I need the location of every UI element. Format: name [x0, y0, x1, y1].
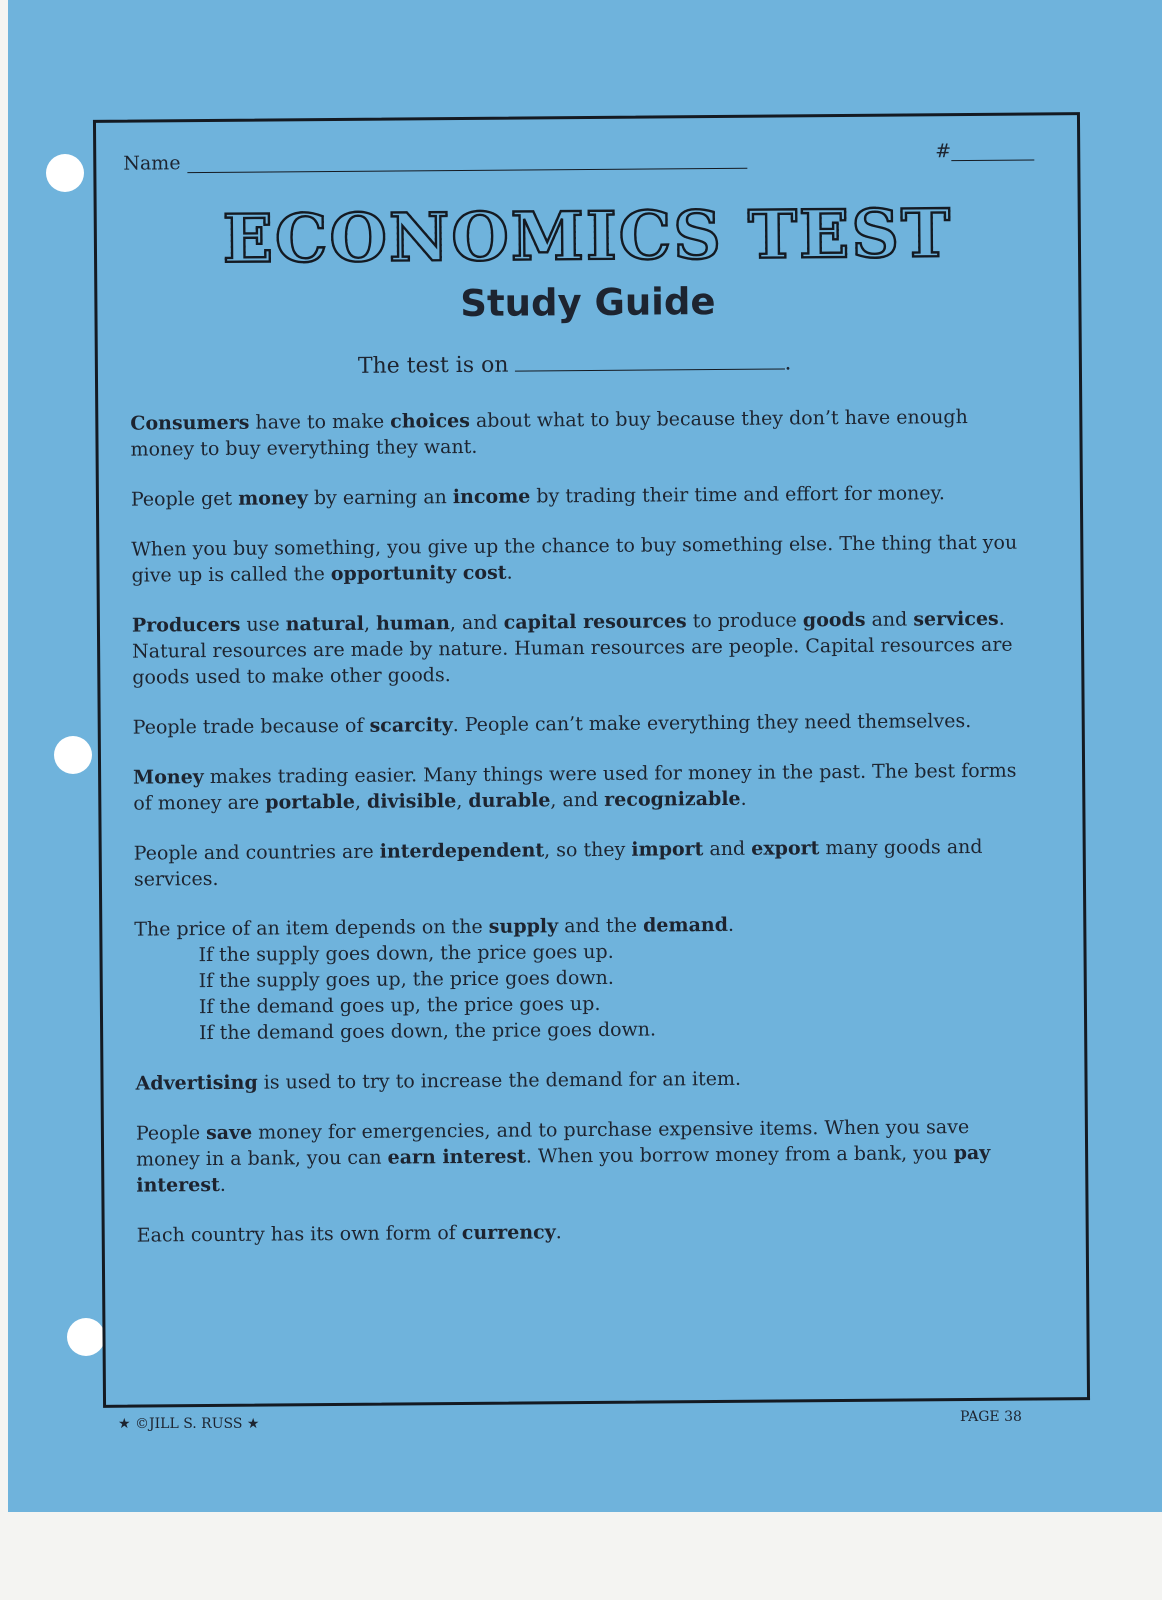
key-term: capital resources: [503, 610, 687, 634]
text-run: . People can’t make everything they need themselves.: [452, 710, 972, 737]
key-term: recognizable: [604, 787, 741, 811]
test-date-suffix: .: [784, 350, 792, 376]
rule-line: If the supply goes up, the price goes down.: [198, 966, 615, 993]
test-date-prefix: The test is on: [357, 352, 509, 379]
key-term: choices: [390, 409, 470, 433]
text-run: have to make: [249, 410, 391, 434]
paragraph: [136, 1114, 1037, 1199]
paragraph: [130, 404, 1030, 463]
key-term: demand: [642, 913, 729, 937]
text-run: makes trading easier. Many things were used for money in the past. The best forms of money are: [133, 759, 1017, 815]
key-term: durable: [468, 789, 551, 812]
number-label: #: [935, 140, 952, 163]
study-guide-body: [130, 404, 1037, 1273]
paragraph: [135, 1064, 1035, 1097]
text-run: by trading their time and effort for money.: [530, 482, 945, 508]
text-run: , and: [550, 788, 605, 812]
text-run: .: [506, 561, 513, 584]
page-subtitle: Study Guide: [460, 280, 716, 326]
key-term: opportunity cost: [330, 561, 507, 586]
paragraph: [134, 910, 1035, 1047]
text-run: People: [135, 1122, 207, 1145]
test-date-row: [358, 350, 792, 378]
punch-hole-top: [46, 154, 84, 192]
punch-hole-middle: [54, 736, 92, 774]
text-run: about what to buy because they don’t have enough money to buy everything they want.: [130, 406, 968, 461]
text-run: by earning an: [307, 486, 453, 510]
text-run: , and: [449, 611, 504, 635]
text-run: ,: [354, 790, 368, 813]
text-run: and: [865, 608, 914, 631]
key-term: divisible: [366, 790, 457, 813]
text-run: , so they: [544, 838, 632, 862]
text-run: People and countries are: [133, 840, 380, 865]
name-label: Name: [123, 152, 181, 175]
key-term: goods: [802, 608, 866, 632]
paragraph: [133, 708, 1033, 741]
test-date-blank[interactable]: [515, 368, 785, 371]
paragraph: [131, 480, 1031, 513]
text-run: and the: [558, 914, 644, 938]
key-term: pay interest: [136, 1141, 991, 1197]
paragraph: [132, 606, 1033, 691]
key-term: earn interest: [387, 1145, 526, 1169]
key-term: save: [205, 1121, 253, 1145]
key-term: Producers: [131, 613, 241, 637]
text-run: . Natural resources are made by nature. Human resources are people. Capital resources are goods used to make other goods.: [132, 607, 1013, 689]
text-run: People get: [130, 487, 239, 511]
text-run: many goods and services.: [133, 835, 983, 891]
text-run: to produce: [686, 609, 803, 633]
key-term: scarcity: [369, 714, 453, 737]
text-run: The price of an item depends on the: [134, 915, 489, 941]
header-row: [123, 140, 1047, 178]
number-blank[interactable]: [951, 160, 1034, 162]
key-term: natural: [285, 612, 365, 636]
key-term: portable: [265, 790, 355, 814]
key-term: currency: [461, 1221, 556, 1245]
text-run: use: [240, 613, 286, 636]
text-run: .: [555, 1221, 562, 1244]
copyright-footer: ★ ©JILL S. RUSS ★: [118, 1416, 260, 1432]
rule-line: If the demand goes up, the price goes up.: [198, 992, 601, 1019]
name-blank[interactable]: [187, 168, 747, 173]
rule-line: If the supply goes down, the price goes up.: [198, 940, 614, 967]
key-term: services: [913, 607, 999, 631]
key-term: interdependent: [379, 839, 545, 863]
text-run: .: [727, 913, 735, 936]
text-run: ,: [456, 789, 469, 813]
text-run: and: [703, 837, 752, 861]
text-run: money for emergencies, and to purchase expensive items. When you save money in a bank, you can: [136, 1116, 970, 1171]
key-term: export: [751, 837, 820, 860]
key-term: Money: [133, 766, 204, 789]
text-run: When you buy something, you give up the chance to buy something else. The thing that you give up is called the: [131, 531, 1018, 587]
worksheet-frame: [93, 112, 1090, 1408]
key-term: import: [631, 838, 704, 861]
key-term: money: [238, 487, 308, 510]
paragraph: [134, 834, 1034, 893]
text-run: ,: [363, 612, 377, 635]
text-run: is used to try to increase the demand for an item.: [257, 1067, 742, 1094]
page-title: ECONOMICS TEST: [97, 193, 1079, 279]
text-run: . When you borrow money from a bank, you: [525, 1142, 954, 1168]
paragraph: [137, 1216, 1037, 1249]
paragraph: [131, 530, 1031, 589]
key-term: human: [375, 612, 450, 635]
key-term: Consumers: [130, 411, 250, 435]
key-term: Advertising: [135, 1071, 258, 1095]
key-term: supply: [488, 915, 559, 938]
rule-line: If the demand goes down, the price goes down.: [199, 1018, 657, 1045]
key-term: income: [452, 485, 531, 509]
paragraph: [133, 758, 1033, 817]
text-run: People trade because of: [132, 714, 370, 739]
text-run: .: [740, 787, 747, 810]
text-run: .: [219, 1173, 226, 1196]
text-run: Each country has its own form of: [136, 1222, 462, 1247]
page-number: PAGE 38: [960, 1409, 1022, 1425]
punch-hole-bottom: [67, 1318, 105, 1356]
